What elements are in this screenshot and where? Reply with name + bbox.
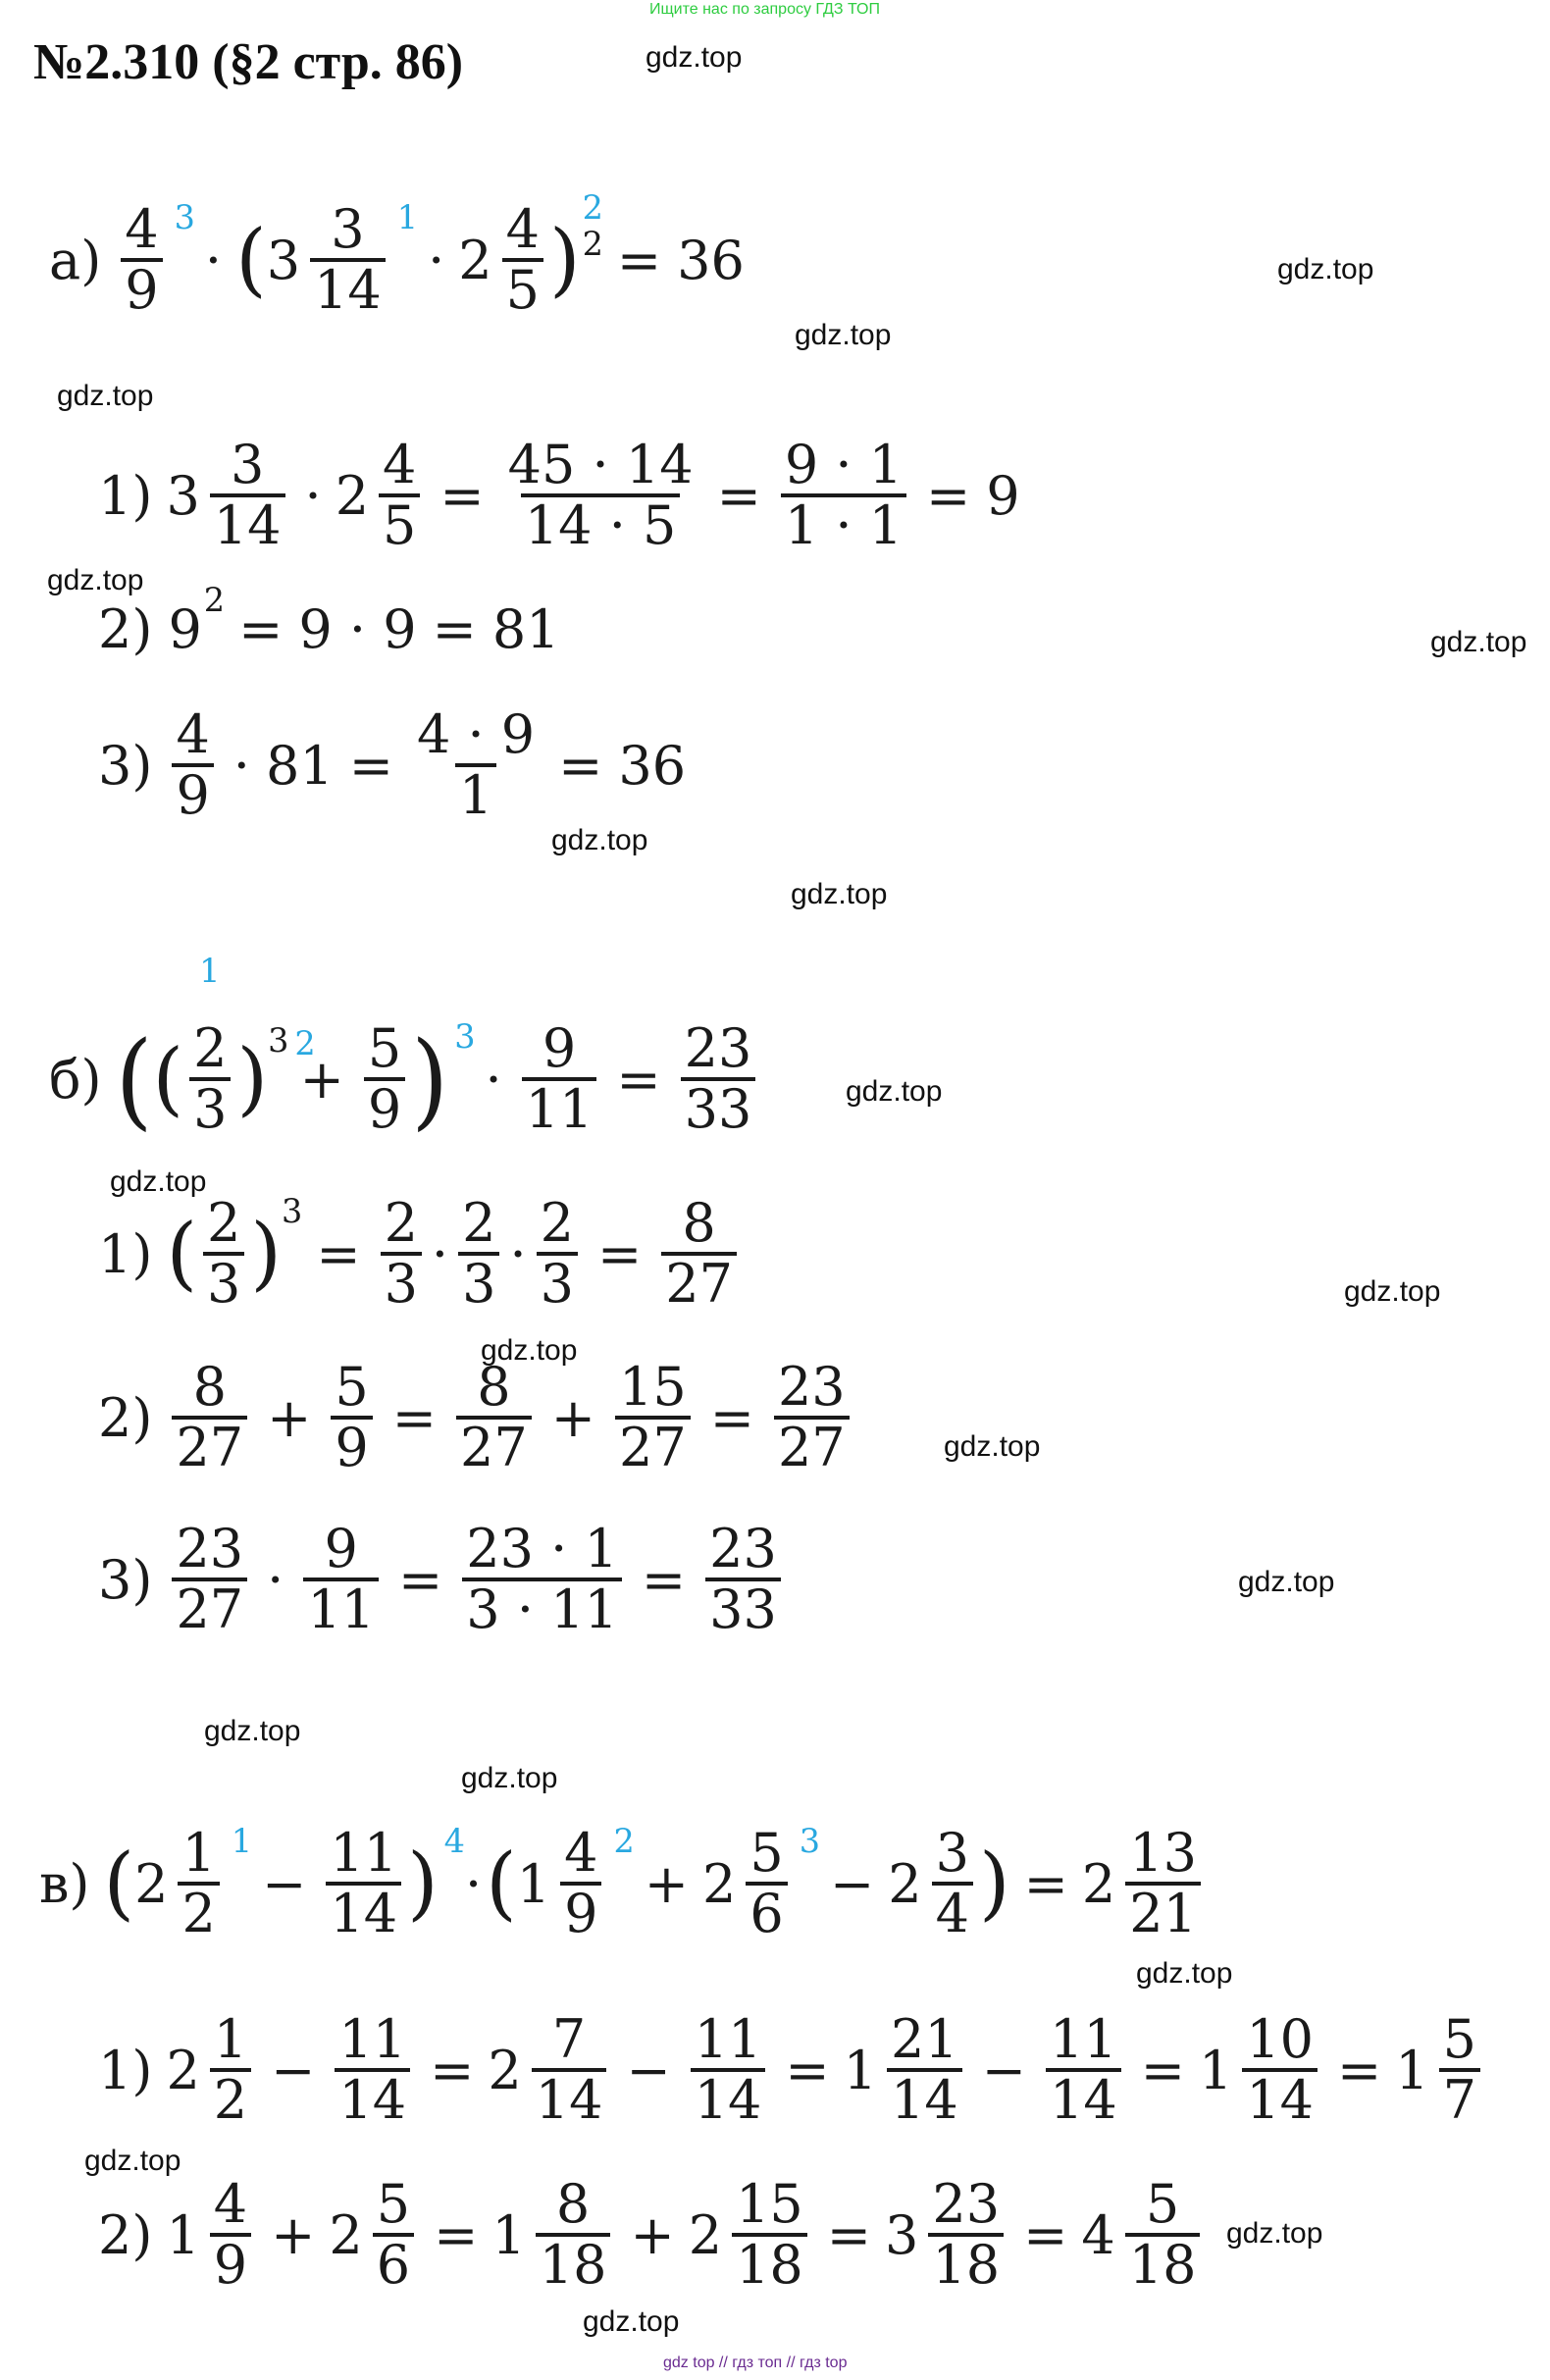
watermark: gdz.top [47, 564, 144, 596]
whole-part: 2 [488, 2039, 522, 2101]
watermark: gdz.top [795, 319, 892, 351]
step-label: 3) [98, 734, 153, 797]
denominator: 4 [932, 1882, 973, 1942]
problem-a-step-2 [98, 580, 562, 660]
numerator: 15 [618, 1356, 687, 1418]
math-operator: · [464, 1852, 483, 1915]
denominator: 9 [172, 763, 213, 824]
multiplier-hint: 2 [613, 1822, 635, 1861]
numerator: 5 [376, 2173, 411, 2235]
math-operator: = [434, 2203, 479, 2266]
denominator: 5 [502, 258, 543, 319]
whole-part: 2 [888, 1852, 922, 1915]
fraction [522, 1017, 597, 1141]
math-operator: = [439, 464, 485, 527]
footer-note: gdz top // гдз топ // гдз top [663, 2354, 848, 2371]
fraction [462, 1518, 622, 1641]
numerator: 23 [709, 1518, 777, 1579]
multiplier-hint: 1 [396, 198, 419, 237]
numerator: 23 [777, 1356, 846, 1418]
watermark: gdz.top [57, 380, 154, 412]
exponent-hint: 2 [582, 188, 603, 228]
numerator: 23 [684, 1017, 752, 1079]
numerator: 4 [176, 703, 210, 765]
fraction [661, 1192, 737, 1316]
problem-label: в) [39, 1852, 90, 1915]
whole-part: 1 [1198, 2039, 1233, 2101]
denominator: 18 [1125, 2233, 1201, 2294]
fraction [681, 1017, 756, 1141]
math-operator: = [430, 2039, 475, 2101]
multiplier-hint: 1 [199, 952, 221, 990]
math-operator: = [558, 734, 603, 797]
fraction [705, 1518, 781, 1641]
step-label: 1) [98, 1222, 153, 1285]
problem-v-step-2 [98, 2173, 1206, 2297]
fraction [331, 1356, 372, 1479]
denominator: 18 [928, 2233, 1004, 2294]
fraction [172, 703, 213, 827]
watermark: gdz.top [791, 878, 888, 910]
numerator: 2 [384, 1192, 418, 1254]
whole-part: 1 [166, 2203, 200, 2266]
page-title: №2.310 (§2 стр. 86) [33, 34, 464, 90]
math-operator: − [271, 2039, 316, 2101]
math-operator: + [550, 1386, 595, 1449]
math-operator: = [432, 598, 477, 660]
numerator: 3 [331, 198, 365, 260]
numerator: 4 · 9 [416, 703, 536, 765]
numerator: 23 [932, 2173, 1001, 2235]
denominator: 18 [536, 2233, 611, 2294]
parenthesis: ) [979, 1837, 1010, 1930]
denominator: 9 [121, 258, 162, 319]
denominator: 14 [326, 1882, 401, 1942]
math-operator: · [431, 1222, 449, 1285]
denominator: 9 [560, 1882, 601, 1942]
denominator: 2 [210, 2068, 251, 2129]
math-operator: = [596, 1222, 643, 1285]
watermark: gdz.top [646, 41, 743, 74]
whole-part: 2 [458, 229, 492, 291]
fraction [1439, 2008, 1480, 2132]
math-operator: = [616, 1048, 661, 1111]
fraction [458, 1192, 499, 1316]
math-operator: − [262, 1852, 307, 1915]
numerator: 15 [736, 2173, 803, 2235]
denominator: 14 [1242, 2068, 1318, 2129]
fraction [381, 1192, 422, 1316]
math-operator: · [232, 734, 250, 797]
problem-b-step-3 [98, 1518, 787, 1641]
exponent: 2 [582, 225, 603, 264]
watermark: gdz.top [944, 1430, 1041, 1463]
fraction [379, 434, 420, 557]
whole-part: 3 [266, 229, 301, 291]
problem-v-statement [39, 1822, 1207, 1945]
denominator: 9 [331, 1416, 372, 1476]
numerator: 8 [682, 1192, 716, 1254]
math-operator: · [485, 1048, 502, 1111]
fraction [746, 1822, 787, 1945]
multiplier-hint: 4 [443, 1822, 465, 1861]
whole-part: 2 [134, 1852, 169, 1915]
fraction [203, 1192, 244, 1316]
denominator: 14 [1046, 2068, 1121, 2129]
math-operator: · [428, 229, 445, 291]
numerator: 8 [192, 1356, 227, 1418]
denominator: 3 [458, 1252, 499, 1313]
numerator: 23 [176, 1518, 244, 1579]
denominator: 5 [379, 493, 420, 554]
watermark: gdz.top [846, 1075, 943, 1108]
problem-b-step-1 [98, 1192, 743, 1316]
fraction [364, 1017, 405, 1141]
denominator: 14 [532, 2068, 607, 2129]
step-label: 2) [98, 598, 153, 660]
denominator: 14 [887, 2068, 962, 2129]
numerator: 8 [555, 2173, 591, 2235]
numerator: 11 [1050, 2008, 1117, 2070]
watermark: gdz.top [1136, 1957, 1233, 1990]
math-operator: + [299, 1048, 344, 1111]
problem-label: б) [49, 1048, 102, 1111]
numerator: 11 [694, 2008, 762, 2070]
denominator: 3 [203, 1252, 244, 1313]
multiplier-hint: 1 [231, 1822, 253, 1861]
denominator: 18 [732, 2233, 807, 2294]
math-operator: = [1337, 2039, 1382, 2101]
numerator: 21 [891, 2008, 958, 2070]
denominator: 27 [774, 1416, 850, 1476]
denominator: 14 [210, 493, 285, 554]
numerator: 4 [505, 198, 540, 260]
fraction [691, 2008, 766, 2132]
numerator: 2 [540, 1192, 574, 1254]
step-label: 2) [98, 1386, 153, 1449]
denominator: 14 [335, 2068, 410, 2129]
math-operator: = [785, 2039, 830, 2101]
fraction [172, 1356, 247, 1479]
whole-part: 2 [166, 2039, 200, 2101]
problem-v-step-1 [98, 2008, 1486, 2132]
fraction [189, 952, 231, 1141]
number: 9 · 9 [298, 598, 417, 660]
numerator: 23 · 1 [466, 1518, 618, 1579]
denominator: 9 [210, 2233, 251, 2294]
fraction [210, 2173, 251, 2297]
math-operator: = [716, 464, 761, 527]
numerator: 7 [551, 2008, 587, 2070]
fraction [303, 1518, 379, 1641]
watermark: gdz.top [1430, 626, 1527, 658]
numerator: 2 [193, 1017, 228, 1079]
fraction [560, 1822, 601, 1945]
fraction [373, 2173, 414, 2297]
numerator: 3 [230, 434, 265, 495]
problem-a-step-1 [98, 434, 1022, 557]
fraction [121, 198, 162, 322]
fraction [1242, 2008, 1318, 2132]
numerator: 45 · 14 [507, 434, 694, 495]
fraction [532, 2008, 607, 2132]
numerator: 9 [542, 1017, 577, 1079]
multiplier-hint: 3 [454, 1017, 476, 1057]
math-operator: · [204, 229, 223, 291]
whole-part: 1 [1395, 2039, 1429, 2101]
math-operator: = [238, 598, 284, 660]
math-operator: + [271, 2203, 316, 2266]
fraction [1046, 2008, 1121, 2132]
denominator: 1 [455, 763, 496, 824]
parenthesis: ( [235, 213, 267, 306]
parenthesis: ) [236, 1032, 269, 1125]
watermark: gdz.top [481, 1334, 578, 1367]
math-operator: · [304, 464, 322, 527]
problem-b-statement [49, 952, 761, 1141]
math-operator: + [644, 1852, 690, 1915]
multiplier-hint: 2 [294, 1024, 316, 1062]
parenthesis: ) [548, 213, 581, 306]
fraction [335, 2008, 410, 2132]
fraction [536, 2173, 611, 2297]
step-label: 3) [98, 1548, 153, 1611]
parenthesis: ( [152, 1032, 184, 1125]
parenthesis: ) [411, 1018, 449, 1141]
denominator: 27 [661, 1252, 737, 1313]
math-operator: + [267, 1386, 312, 1449]
whole-part: 3 [166, 464, 200, 527]
math-operator: − [981, 2039, 1026, 2101]
whole-part: 1 [491, 2203, 526, 2266]
watermark: gdz.top [1238, 1566, 1335, 1598]
math-operator: = [348, 734, 393, 797]
fraction [210, 434, 285, 557]
number: 81 [491, 598, 560, 660]
denominator: 3 [189, 1077, 231, 1138]
denominator: 3 · 11 [462, 1578, 622, 1638]
math-operator: = [391, 1386, 438, 1449]
math-operator: = [641, 1548, 687, 1611]
number: 36 [618, 734, 687, 797]
watermark: gdz.top [583, 2305, 680, 2338]
parenthesis: ( [166, 1207, 198, 1300]
denominator: 3 [537, 1252, 578, 1313]
fraction [1125, 2173, 1201, 2297]
denominator: 6 [373, 2233, 414, 2294]
fraction [1125, 1822, 1201, 1945]
numerator: 4 [383, 434, 417, 495]
numerator: 3 [935, 1822, 969, 1884]
problem-a-step-3 [98, 703, 688, 827]
fraction [413, 703, 539, 827]
watermark: gdz.top [84, 2145, 181, 2177]
fraction [504, 434, 698, 557]
numerator: 10 [1246, 2008, 1315, 2070]
numerator: 13 [1129, 1822, 1197, 1884]
top-search-note: Ищите нас по запросу ГДЗ ТОП [649, 1, 880, 18]
numerator: 4 [125, 198, 159, 260]
denominator: 11 [522, 1077, 597, 1138]
whole-part: 2 [335, 464, 370, 527]
exponent: 2 [203, 580, 226, 619]
fraction [210, 2008, 251, 2132]
fraction [310, 198, 386, 322]
fraction [456, 1356, 532, 1479]
whole-part: 1 [843, 2039, 878, 2101]
whole-part: 4 [1081, 2203, 1115, 2266]
denominator: 21 [1125, 1882, 1201, 1942]
fraction [172, 1518, 247, 1641]
math-operator: − [626, 2039, 671, 2101]
fraction [928, 2173, 1004, 2297]
fraction [326, 1822, 401, 1945]
numerator: 2 [462, 1192, 496, 1254]
numerator: 5 [749, 1822, 784, 1884]
watermark: gdz.top [1226, 2217, 1323, 2250]
numerator: 8 [477, 1356, 511, 1418]
whole-part: 1 [516, 1852, 551, 1915]
exponent: 3 [282, 1192, 303, 1231]
whole-part: 2 [688, 2203, 723, 2266]
math-operator: = [1140, 2039, 1185, 2101]
fraction [502, 198, 543, 322]
denominator: 27 [615, 1416, 691, 1476]
denominator: 33 [705, 1578, 781, 1638]
math-operator: = [1023, 1852, 1068, 1915]
math-operator: · [509, 1222, 527, 1285]
denominator: 14 · 5 [521, 493, 681, 554]
multiplier-hint: 3 [799, 1822, 821, 1861]
numerator: 1 [181, 1822, 216, 1884]
exponent: 3 [268, 1020, 289, 1060]
step-label: 1) [98, 464, 153, 527]
math-operator: = [1023, 2203, 1068, 2266]
problem-a-statement [49, 188, 747, 322]
denominator: 7 [1439, 2068, 1480, 2129]
watermark: gdz.top [1344, 1275, 1441, 1308]
numerator: 2 [207, 1192, 241, 1254]
number: 36 [677, 229, 745, 291]
fraction [732, 2173, 807, 2297]
parenthesis: ( [115, 1018, 153, 1141]
denominator: 27 [172, 1416, 247, 1476]
step-label: 1) [98, 2039, 153, 2101]
math-operator: = [316, 1222, 361, 1285]
number: 9 [986, 464, 1020, 527]
denominator: 33 [681, 1077, 756, 1138]
step-label: 2) [98, 2203, 153, 2266]
math-operator: + [630, 2203, 675, 2266]
math-operator: = [616, 229, 662, 291]
math-operator: − [830, 1852, 875, 1915]
numerator: 5 [367, 1017, 402, 1079]
fraction [615, 1356, 691, 1479]
parenthesis: ) [407, 1837, 439, 1930]
numerator: 5 [335, 1356, 369, 1418]
parenthesis: ( [486, 1837, 517, 1930]
numerator: 4 [213, 2173, 248, 2235]
numerator: 11 [330, 1822, 398, 1884]
whole-part: 2 [702, 1852, 737, 1915]
fraction [178, 1822, 219, 1945]
fraction [537, 1192, 578, 1316]
numerator: 1 [213, 2008, 248, 2070]
math-operator: · [267, 1548, 284, 1611]
problem-label: а) [49, 229, 102, 291]
numerator: 4 [564, 1822, 598, 1884]
denominator: 6 [746, 1882, 787, 1942]
fraction [887, 2008, 962, 2132]
denominator: 9 [364, 1077, 405, 1138]
watermark: gdz.top [204, 1715, 301, 1747]
denominator: 2 [178, 1882, 219, 1942]
denominator: 1 · 1 [781, 493, 906, 554]
whole-part: 2 [1081, 1852, 1116, 1915]
numerator: 9 · 1 [784, 434, 904, 495]
denominator: 27 [456, 1416, 532, 1476]
denominator: 14 [310, 258, 386, 319]
problem-b-step-2 [98, 1356, 855, 1479]
watermark: gdz.top [551, 824, 648, 856]
fraction [781, 434, 906, 557]
numerator: 5 [1145, 2173, 1180, 2235]
denominator: 3 [381, 1252, 422, 1313]
numerator: 5 [1442, 2008, 1477, 2070]
parenthesis: ) [250, 1207, 283, 1300]
numerator: 11 [338, 2008, 407, 2070]
parenthesis: ( [103, 1837, 135, 1930]
fraction [932, 1822, 973, 1945]
fraction [774, 1356, 850, 1479]
number: 81 [265, 734, 334, 797]
numerator: 9 [324, 1518, 358, 1579]
math-operator: = [709, 1386, 754, 1449]
multiplier-hint: 3 [174, 198, 195, 237]
math-operator: = [398, 1548, 443, 1611]
watermark: gdz.top [1277, 253, 1374, 285]
whole-part: 3 [885, 2203, 919, 2266]
number: 9 [168, 598, 202, 660]
denominator: 11 [303, 1578, 379, 1638]
whole-part: 2 [329, 2203, 363, 2266]
math-operator: = [826, 2203, 872, 2266]
watermark: gdz.top [110, 1165, 207, 1198]
watermark: gdz.top [461, 1762, 558, 1794]
denominator: 14 [691, 2068, 766, 2129]
math-operator: = [926, 464, 971, 527]
denominator: 27 [172, 1578, 247, 1638]
